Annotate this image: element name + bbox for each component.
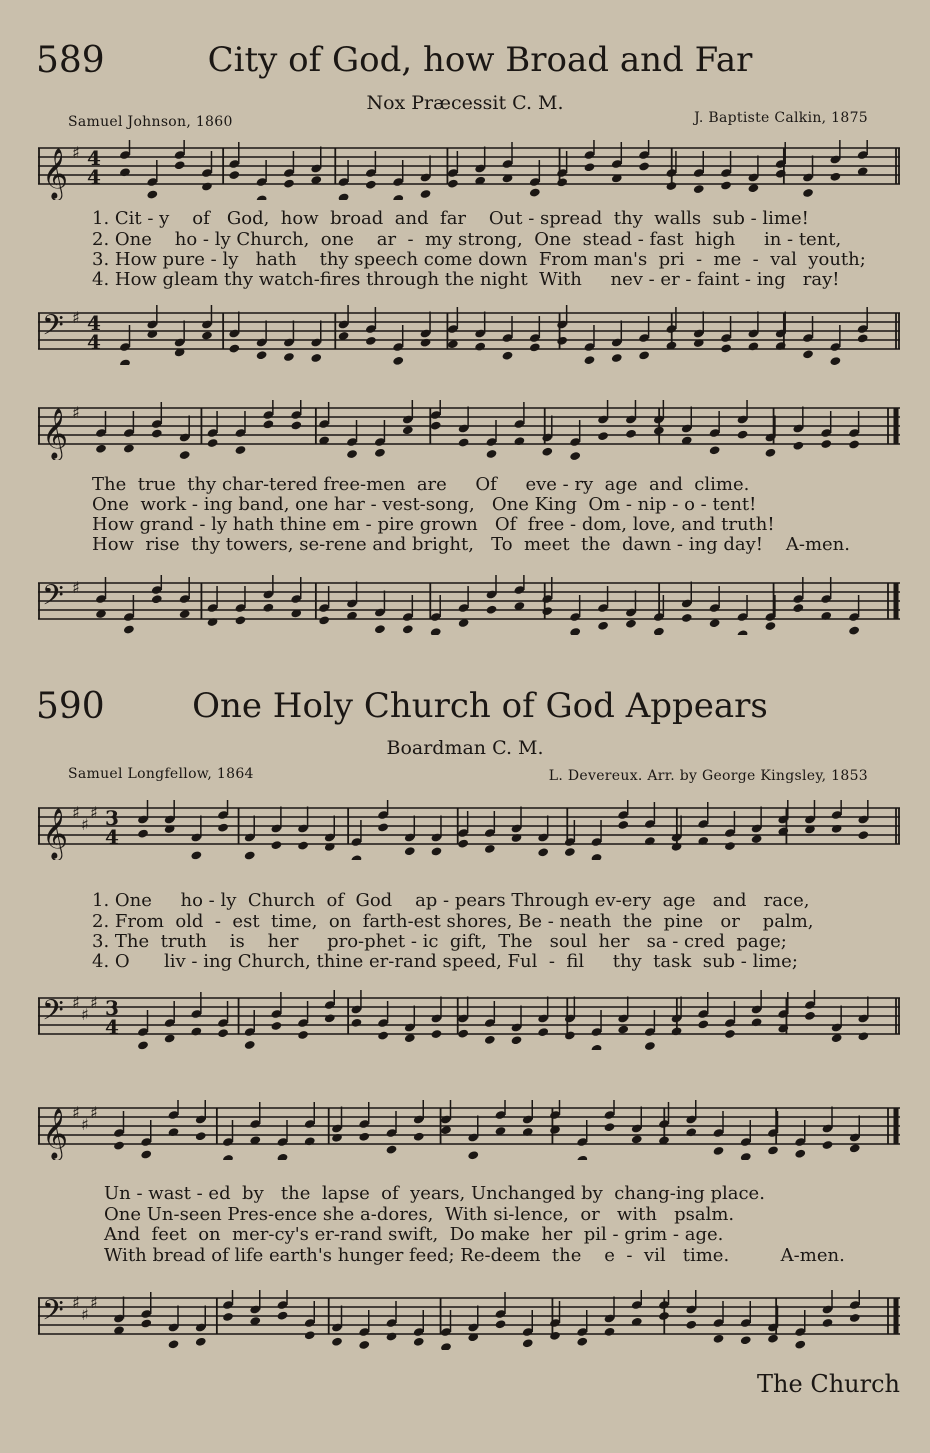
note-head bbox=[737, 430, 749, 440]
note-head bbox=[747, 341, 759, 351]
note-head bbox=[201, 181, 213, 191]
note-head bbox=[350, 854, 362, 860]
note-head bbox=[413, 1337, 425, 1347]
note-head bbox=[713, 1334, 725, 1344]
note-head bbox=[358, 1340, 370, 1350]
note-head bbox=[377, 822, 389, 832]
treble-staff bbox=[38, 140, 900, 200]
note-head bbox=[597, 621, 609, 631]
note-head bbox=[831, 824, 843, 834]
verse-line: One work - ing band, one har - vest-song, One King Om - nip - o - tent! bbox=[92, 494, 757, 515]
note-head bbox=[95, 444, 107, 454]
note-head bbox=[604, 1327, 616, 1337]
note-head bbox=[513, 436, 525, 446]
bass-clef-icon: 𝄢 bbox=[42, 579, 64, 619]
note-head bbox=[457, 1029, 469, 1039]
note-head bbox=[244, 850, 256, 860]
note-head bbox=[244, 1040, 256, 1050]
note-head bbox=[584, 355, 596, 365]
note-head bbox=[297, 840, 309, 850]
sharp-icon: ♯ bbox=[72, 143, 80, 162]
note-head bbox=[140, 1318, 152, 1328]
note-head bbox=[346, 449, 358, 459]
note-head bbox=[625, 429, 637, 439]
time-signature: 4 bbox=[87, 311, 101, 335]
note-head bbox=[822, 1140, 834, 1150]
hymn-number: 590 bbox=[36, 686, 105, 727]
note-head bbox=[304, 1136, 316, 1146]
note-head bbox=[297, 1030, 309, 1040]
note-head bbox=[737, 629, 749, 635]
note-head bbox=[529, 342, 541, 352]
note-head bbox=[365, 336, 377, 346]
note-head bbox=[556, 336, 568, 346]
verse-line: 3. The truth is her pro-phet - ic gift, The soul her sa - cred page; bbox=[92, 931, 787, 952]
note-head bbox=[767, 1145, 779, 1155]
note-head bbox=[190, 850, 202, 860]
sharp-icon: ♯ bbox=[72, 1103, 80, 1122]
note-head bbox=[119, 167, 131, 177]
note-head bbox=[151, 594, 163, 604]
note-head bbox=[318, 615, 330, 625]
note-head bbox=[829, 172, 841, 182]
verse-line: 3. How pure - ly hath thy speech come down From man's pri - me - val youth; bbox=[92, 249, 866, 270]
note-head bbox=[222, 1154, 234, 1160]
note-head bbox=[604, 1122, 616, 1132]
note-head bbox=[764, 448, 776, 458]
note-head bbox=[597, 431, 609, 441]
note-head bbox=[556, 177, 568, 187]
tune-name: Nox Præcessit C. M. bbox=[366, 92, 564, 114]
note-head bbox=[617, 820, 629, 830]
note-head bbox=[277, 1153, 289, 1160]
treble-clef-icon: 𝄞 bbox=[42, 148, 69, 199]
note-head bbox=[665, 181, 677, 191]
note-head bbox=[617, 1024, 629, 1034]
note-head bbox=[164, 1033, 176, 1043]
note-head bbox=[146, 189, 158, 199]
note-head bbox=[235, 445, 247, 455]
verse-line: With bread of life earth's hunger feed; Re-deem the e - vil time. A-men. bbox=[104, 1245, 845, 1266]
note-head bbox=[720, 343, 732, 353]
sharp-icon: ♯ bbox=[90, 1103, 98, 1122]
note-head bbox=[638, 161, 650, 171]
note-head bbox=[537, 847, 549, 857]
note-head bbox=[386, 1144, 398, 1154]
note-head bbox=[820, 439, 832, 449]
note-head bbox=[576, 1337, 588, 1347]
note-head bbox=[576, 1155, 588, 1160]
treble-clef-icon: 𝄞 bbox=[42, 808, 69, 859]
note-head bbox=[392, 356, 404, 365]
note-head bbox=[228, 343, 240, 353]
verse-line: How grand - ly hath thine em - pire grown Of free - dom, love, and truth! bbox=[92, 514, 775, 535]
hymn-number: 589 bbox=[36, 40, 105, 81]
sharp-icon: ♯ bbox=[90, 993, 98, 1012]
note-head bbox=[304, 1330, 316, 1340]
note-head bbox=[179, 450, 191, 460]
bass-staff bbox=[38, 575, 900, 635]
verse-line: 2. One ho - ly Church, one ar - my strong, One stead - fast high in - tent, bbox=[92, 229, 842, 250]
note-head bbox=[283, 352, 295, 362]
note-head bbox=[270, 840, 282, 850]
bass-clef-icon: 𝄢 bbox=[42, 309, 64, 349]
note-head bbox=[256, 194, 268, 200]
note-head bbox=[168, 1127, 180, 1137]
note-head bbox=[740, 1152, 752, 1160]
note-head bbox=[631, 1134, 643, 1144]
note-head bbox=[541, 606, 553, 616]
time-signature: 3 bbox=[105, 806, 119, 830]
music-credit: J. Baptiste Calkin, 1875 bbox=[694, 110, 868, 126]
note-head bbox=[502, 351, 514, 361]
note-head bbox=[217, 1028, 229, 1038]
verse-line: Un - wast - ed by the lapse of years, Unchanged by chang-ing place. bbox=[104, 1183, 765, 1204]
bass-staff bbox=[38, 990, 900, 1050]
note-head bbox=[331, 1133, 343, 1143]
sharp-icon: ♯ bbox=[72, 403, 80, 422]
sharp-icon: ♯ bbox=[72, 803, 80, 822]
note-head bbox=[228, 170, 240, 180]
sharp-icon: ♯ bbox=[90, 1293, 98, 1312]
sharp-icon: ♯ bbox=[72, 578, 80, 597]
note-head bbox=[537, 1027, 549, 1037]
note-head bbox=[486, 605, 498, 615]
note-head bbox=[474, 342, 486, 352]
treble-staff bbox=[38, 800, 900, 860]
words-credit: Samuel Longfellow, 1864 bbox=[68, 766, 254, 782]
note-head bbox=[857, 333, 869, 343]
verse-line: 2. From old - est time, on farth-est shores, Be - neath the pine or palm, bbox=[92, 911, 814, 932]
verse-line: How rise thy towers, se-rene and bright, To meet the dawn - ing day! A-men. bbox=[92, 534, 850, 555]
section-footer: The Church bbox=[757, 1370, 900, 1398]
note-head bbox=[377, 1030, 389, 1040]
note-head bbox=[724, 841, 736, 851]
note-head bbox=[270, 1021, 282, 1031]
note-head bbox=[290, 420, 302, 430]
sharp-icon: ♯ bbox=[72, 1293, 80, 1312]
note-head bbox=[685, 1127, 697, 1137]
note-head bbox=[792, 603, 804, 613]
sharp-icon: ♯ bbox=[72, 993, 80, 1012]
note-head bbox=[420, 338, 432, 348]
note-head bbox=[262, 419, 274, 429]
note-head bbox=[794, 1149, 806, 1159]
verse-line: One Un-seen Pres-ence she a-dores, With si-lence, or with psalm. bbox=[104, 1204, 735, 1225]
note-head bbox=[140, 1149, 152, 1159]
time-signature: 4 bbox=[87, 146, 101, 170]
note-head bbox=[123, 443, 135, 453]
note-head bbox=[235, 615, 247, 625]
note-head bbox=[611, 353, 623, 363]
note-head bbox=[848, 439, 860, 449]
note-head bbox=[420, 189, 432, 199]
note-head bbox=[541, 447, 553, 457]
note-head bbox=[277, 1311, 289, 1321]
sharp-icon: ♯ bbox=[81, 1305, 89, 1324]
note-head bbox=[625, 619, 637, 629]
treble-staff bbox=[38, 1100, 900, 1160]
note-head bbox=[222, 1312, 234, 1322]
note-head bbox=[207, 438, 219, 448]
note-head bbox=[522, 1338, 534, 1348]
note-head bbox=[591, 1044, 603, 1050]
verse-line: 4. How gleam thy watch-fires through the night With nev - er - faint - ing ray! bbox=[92, 269, 840, 290]
sharp-icon: ♯ bbox=[81, 1115, 89, 1134]
note-head bbox=[569, 627, 581, 635]
note-head bbox=[190, 1026, 202, 1036]
bass-clef-icon: 𝄢 bbox=[42, 994, 64, 1034]
time-signature: 4 bbox=[105, 1015, 119, 1039]
time-signature: 4 bbox=[105, 825, 119, 849]
note-head bbox=[123, 624, 135, 634]
note-head bbox=[484, 1035, 496, 1045]
treble-clef-icon: 𝄞 bbox=[42, 1108, 69, 1159]
note-head bbox=[653, 426, 665, 436]
note-head bbox=[486, 449, 498, 459]
note-head bbox=[392, 194, 404, 200]
note-head bbox=[447, 179, 459, 189]
note-head bbox=[764, 621, 776, 631]
note-head bbox=[137, 1040, 149, 1050]
note-head bbox=[751, 1017, 763, 1027]
note-head bbox=[283, 179, 295, 189]
note-head bbox=[767, 1334, 779, 1344]
note-head bbox=[137, 829, 149, 839]
note-head bbox=[331, 1337, 343, 1347]
note-head bbox=[374, 624, 386, 634]
note-head bbox=[495, 1319, 507, 1329]
note-head bbox=[549, 1331, 561, 1341]
note-head bbox=[564, 847, 576, 857]
time-signature: 4 bbox=[87, 330, 101, 354]
note-head bbox=[848, 625, 860, 635]
sharp-icon: ♯ bbox=[72, 308, 80, 327]
note-head bbox=[413, 1132, 425, 1142]
note-head bbox=[740, 1335, 752, 1345]
note-head bbox=[511, 1035, 523, 1045]
note-head bbox=[591, 853, 603, 860]
bass-clef-icon: 𝄢 bbox=[42, 1294, 64, 1334]
note-head bbox=[644, 1041, 656, 1050]
note-head bbox=[374, 448, 386, 458]
note-head bbox=[430, 421, 442, 431]
note-head bbox=[262, 603, 274, 613]
note-head bbox=[713, 1146, 725, 1156]
note-head bbox=[151, 428, 163, 438]
bass-staff bbox=[38, 1290, 900, 1350]
note-head bbox=[857, 1031, 869, 1041]
note-head bbox=[431, 1029, 443, 1039]
verse-line: 4. O liv - ing Church, thine er-rand speed, Ful - fil thy task sub - lime; bbox=[92, 951, 798, 972]
note-head bbox=[458, 437, 470, 447]
hymn-title: City of God, how Broad and Far bbox=[207, 40, 753, 80]
note-head bbox=[358, 1132, 370, 1142]
note-head bbox=[804, 1011, 816, 1021]
note-head bbox=[857, 830, 869, 840]
note-head bbox=[168, 1339, 180, 1349]
note-head bbox=[792, 441, 804, 451]
note-head bbox=[775, 169, 787, 179]
note-head bbox=[720, 180, 732, 190]
tune-name: Boardman C. M. bbox=[386, 737, 544, 759]
note-head bbox=[724, 1029, 736, 1039]
note-head bbox=[829, 356, 841, 365]
note-head bbox=[658, 1311, 670, 1321]
note-head bbox=[802, 188, 814, 198]
note-head bbox=[467, 1150, 479, 1160]
time-signature: 3 bbox=[105, 996, 119, 1020]
note-head bbox=[849, 1313, 861, 1323]
verse-line: 1. One ho - ly Church of God ap - pears Through ev-ery age and race, bbox=[92, 890, 810, 911]
verse-line: And feet on mer-cy's er-rand swift, Do make her pil - grim - age. bbox=[104, 1224, 724, 1245]
note-head bbox=[338, 192, 350, 200]
words-credit: Samuel Johnson, 1860 bbox=[68, 114, 233, 130]
note-head bbox=[386, 1331, 398, 1341]
note-head bbox=[794, 1340, 806, 1350]
note-head bbox=[440, 1342, 452, 1350]
note-head bbox=[430, 627, 442, 635]
note-head bbox=[195, 1131, 207, 1141]
note-head bbox=[310, 353, 322, 363]
note-head bbox=[709, 445, 721, 455]
note-head bbox=[365, 180, 377, 190]
note-head bbox=[402, 624, 414, 634]
sharp-icon: ♯ bbox=[81, 815, 89, 834]
note-head bbox=[569, 451, 581, 460]
note-head bbox=[529, 187, 541, 197]
note-head bbox=[350, 1018, 362, 1028]
note-head bbox=[564, 1030, 576, 1040]
note-head bbox=[195, 1337, 207, 1347]
verse-line: The true thy char-tered free-men are Of eve - ry age and clime. bbox=[92, 474, 750, 495]
note-head bbox=[404, 846, 416, 856]
sharp-icon: ♯ bbox=[81, 1005, 89, 1024]
note-head bbox=[584, 162, 596, 172]
hymn-title: One Holy Church of God Appears bbox=[192, 686, 768, 726]
note-head bbox=[484, 844, 496, 854]
note-head bbox=[113, 1140, 125, 1150]
verse-line: 1. Cit - y of God, how broad and far Out - spread thy walls sub - lime! bbox=[92, 208, 809, 229]
note-head bbox=[201, 330, 213, 340]
note-head bbox=[802, 349, 814, 359]
note-head bbox=[697, 1019, 709, 1029]
note-head bbox=[256, 350, 268, 360]
treble-clef-icon: 𝄞 bbox=[42, 408, 69, 459]
music-credit: L. Devereux. Arr. by George Kingsley, 1853 bbox=[548, 768, 868, 784]
note-head bbox=[638, 350, 650, 360]
sharp-icon: ♯ bbox=[90, 803, 98, 822]
note-head bbox=[457, 839, 469, 849]
note-head bbox=[671, 1026, 683, 1036]
note-head bbox=[822, 1318, 834, 1328]
treble-staff bbox=[38, 400, 900, 460]
note-head bbox=[693, 184, 705, 194]
note-head bbox=[685, 1320, 697, 1330]
note-head bbox=[174, 160, 186, 170]
note-head bbox=[324, 1013, 336, 1023]
note-head bbox=[671, 842, 683, 852]
note-head bbox=[119, 358, 131, 365]
note-head bbox=[217, 823, 229, 833]
note-head bbox=[849, 1143, 861, 1153]
note-head bbox=[431, 846, 443, 856]
note-head bbox=[681, 613, 693, 623]
note-head bbox=[653, 627, 665, 635]
bass-staff bbox=[38, 305, 900, 365]
time-signature: 4 bbox=[87, 165, 101, 189]
